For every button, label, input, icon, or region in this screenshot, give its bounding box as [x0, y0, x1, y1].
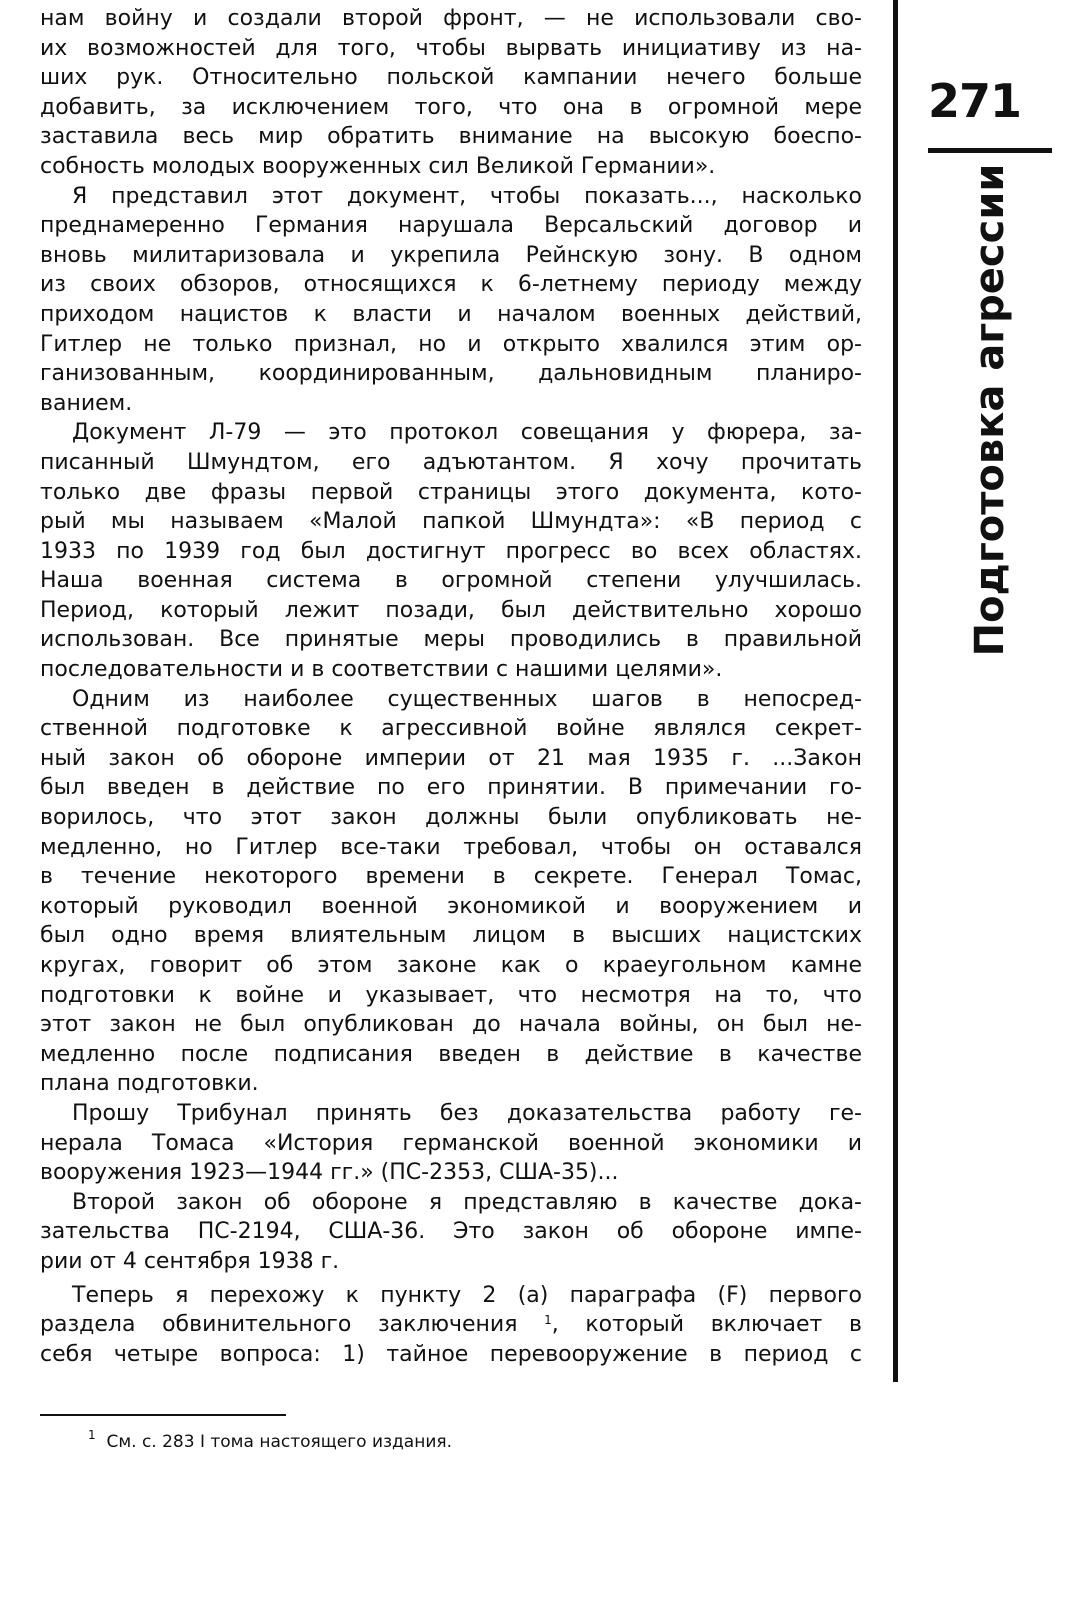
text-line: этот закон не был опубликован до начала войны, он был не-	[40, 1012, 862, 1038]
text-line: приходом нацистов к власти и началом военных действий,	[40, 301, 862, 327]
text-line: рый мы называем «Малой папкой Шмундта»: «В период с	[40, 509, 862, 535]
text-line: нам войну и создали второй фронт, — не использовали сво-	[40, 6, 862, 31]
text-line: их возможностей для того, чтобы вырвать инициативу из на-	[40, 35, 862, 61]
text-line: нерала Томаса «История германской военной экономики и	[40, 1130, 862, 1156]
text-line: писанный Шмундтом, его адъютантом. Я хочу прочитать	[40, 449, 862, 475]
text-line: использован. Все принятые меры проводились в правильной	[40, 627, 862, 653]
footnote-reference: 1	[544, 1313, 552, 1328]
horizontal-rule	[928, 148, 1052, 153]
paragraph-start-line: Прошу Трибунал принять без доказательства работу ге-	[72, 1100, 862, 1126]
footnote-text: См. с. 283 I тома настоящего издания.	[106, 1432, 452, 1452]
text-line: был введен в действие по его принятии. В примечании го-	[40, 775, 862, 801]
text-line: медленно, но Гитлер все-таки требовал, чтобы он оставался	[40, 834, 862, 860]
text-line: был одно время влиятельным лицом в высших нацистских	[40, 923, 862, 949]
text-line: 1933 по 1939 год был достигнут прогресс во всех областях.	[40, 538, 862, 564]
text-line: ганизованным, координированным, дальновидным планиро-	[40, 361, 862, 387]
paragraph-start-line: Я представил этот документ, чтобы показать..., насколько	[72, 183, 862, 209]
text-line: ный закон об обороне империи от 21 мая 1935 г. ...Закон	[40, 745, 862, 771]
text-line: вооружения 1923—1944 гг.» (ПС-2353, США-35)...	[40, 1160, 619, 1186]
text-line: собность молодых вооруженных сил Великой Германии».	[40, 153, 716, 179]
text-line: ворилось, что этот закон должны были опубликовать не-	[40, 805, 862, 831]
text-line: рии от 4 сентября 1938 г.	[40, 1248, 340, 1274]
paragraph-start-line: Одним из наиболее существенных шагов в непосред-	[72, 686, 862, 712]
page-number: 271	[928, 74, 1022, 128]
text-line: ших рук. Относительно польской кампании нечего больше	[40, 65, 862, 91]
body-text	[40, 4, 862, 1369]
text-line: Гитлер не только признал, но и открыто хвалился этим ор-	[40, 331, 862, 357]
text-line: в течение некоторого времени в секрете. Генерал Томас,	[40, 864, 862, 890]
text-line: подготовки к войне и указывает, что несмотря на то, что	[40, 982, 862, 1008]
text-line: себя четыре вопроса: 1) тайное перевооружение в период с	[40, 1341, 862, 1367]
text-line: кругах, говорит об этом законе как о краеугольном камне	[40, 953, 862, 978]
text-line: последовательности и в соответствии с нашими целями».	[40, 657, 723, 683]
text-segment: раздела обвинительного заключения	[40, 1312, 518, 1338]
footnote	[88, 1428, 452, 1452]
text-line: медленно после подписания введен в действие в качестве	[40, 1041, 862, 1067]
footnote-separator	[40, 1414, 286, 1416]
text-line: зательства ПС-2194, США-36. Это закон об обороне импе-	[40, 1219, 862, 1245]
text-line: ванием.	[40, 390, 133, 416]
running-head: Подготовка агрессии	[967, 163, 1013, 657]
text-line: из своих обзоров, относящихся к 6-летнему периоду между	[40, 272, 862, 298]
paragraph-start-line: Второй закон об обороне я представляю в качестве дока-	[72, 1189, 862, 1215]
text-line: преднамеренно Германия нарушала Версальский договор и	[40, 213, 862, 239]
paragraph-start-line: Теперь я перехожу к пункту 2 (а) параграфа (F) первого	[72, 1282, 862, 1308]
text-line: Наша военная система в огромной степени улучшилась.	[40, 568, 862, 594]
text-line: Период, который лежит позади, был действительно хорошо	[40, 597, 862, 623]
footnote-marker: 1	[88, 1428, 96, 1442]
text-line-with-footnote-ref	[40, 1310, 862, 1340]
paragraph-start-line: Документ Л-79 — это протокол совещания у фюрера, за-	[72, 420, 862, 446]
text-line: добавить, за исключением того, что она в огромной мере	[40, 94, 862, 120]
text-line: плана подготовки.	[40, 1071, 259, 1097]
text-line: заставила весь мир обратить внимание на высокую боеспо-	[40, 124, 862, 150]
text-line: который руководил военной экономикой и вооружением и	[40, 893, 862, 919]
text-segment: , который включает в	[551, 1312, 862, 1338]
text-line: только две фразы первой страницы этого документа, кото-	[40, 479, 862, 505]
text-line: ственной подготовке к агрессивной войне являлся секрет-	[40, 716, 862, 742]
text-line: вновь милитаризовала и укрепила Рейнскую зону. В одном	[40, 242, 862, 268]
vertical-rule	[893, 0, 898, 1382]
